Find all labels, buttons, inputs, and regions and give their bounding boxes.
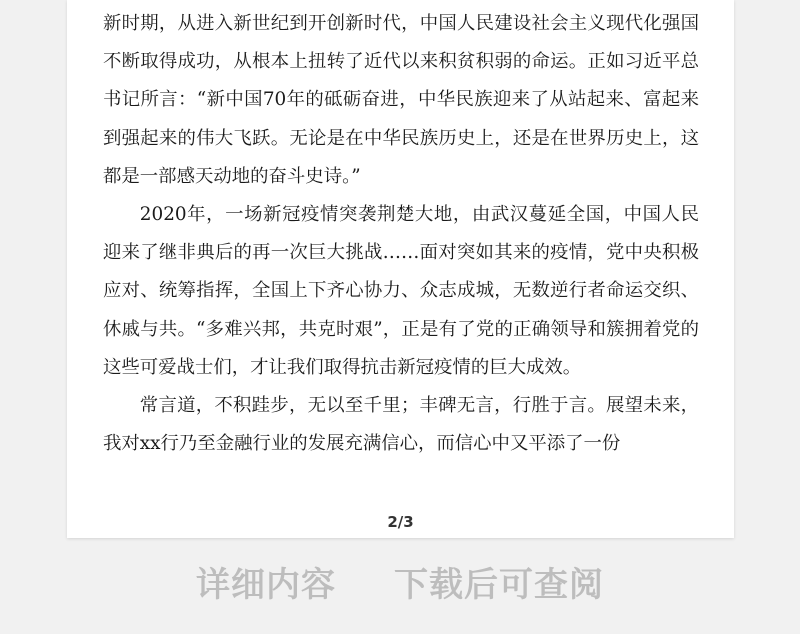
paragraph-2: 2020年，一场新冠疫情突袭荆楚大地，由武汉蔓延全国，中国人民迎来了继非典后的再一次巨大挑战……面对突如其来的疫情，党中央积极应对、统筹指挥，全国上下齐心协力、众志成城，无数逆行者命运交织、休戚与共。“多难兴邦，共克时艰”，正是有了党的正确领导和簇拥着党的这些可爱战士们，才让我们取得抗击新冠疫情的巨大成效。 [103, 204, 699, 378]
details-label[interactable]: 详细内容 [196, 564, 336, 605]
page-number: 2/3 [387, 513, 414, 531]
download-banner[interactable] [0, 556, 800, 606]
page-body [103, 5, 699, 463]
document-page [67, 0, 734, 538]
paragraph-3: 常言道，不积跬步，无以至千里；丰碑无言，行胜于言。展望未来，我对xx行乃至金融行业的发展充满信心，而信心中又平添了一份 [103, 395, 699, 455]
paragraph-1: 新时期，从进入新世纪到开创新时代，中国人民建设社会主义现代化强国不断取得成功，从根本上扭转了近代以来积贫积弱的命运。正如习近平总书记所言：“新中国70年的砥砺奋进，中华民族迎来了从站起来、富起来到强起来的伟大飞跃。无论是在中华民族历史上，还是在世界历史上，这都是一部感天动地的奋斗史诗。” [103, 13, 699, 187]
download-to-view-label[interactable]: 下载后可查阅 [394, 564, 604, 605]
